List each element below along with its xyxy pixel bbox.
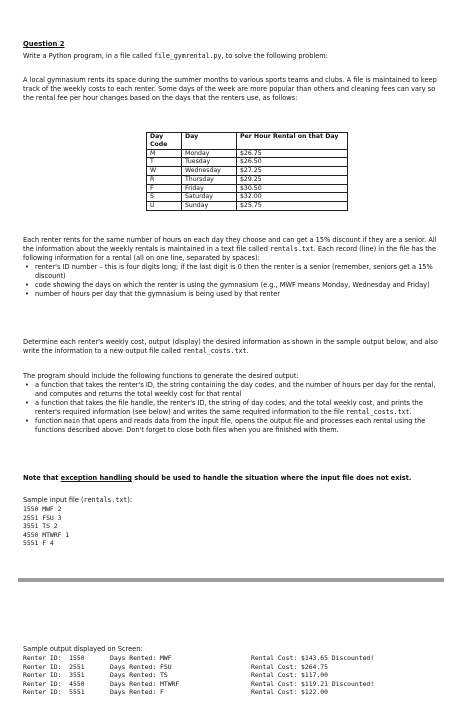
table-row xyxy=(147,149,348,158)
rate-cell: $26.50 xyxy=(237,158,348,167)
output-renter-id: Renter ID: 5551 xyxy=(23,688,85,697)
output-days: Days Rented: FSU xyxy=(110,662,172,671)
day-cell: Thursday xyxy=(182,175,237,184)
section-divider xyxy=(18,578,444,582)
rate-cell: $32.00 xyxy=(237,193,348,202)
day-code-cell: U xyxy=(147,202,182,211)
question-title: Question 2 xyxy=(23,40,65,48)
rates-table xyxy=(146,132,348,211)
intro-text: Write a Python program, in a file called xyxy=(23,52,154,60)
day-cell: Sunday xyxy=(182,202,237,211)
sample-input-line: 5551 F 4 xyxy=(23,539,54,548)
day-cell: Wednesday xyxy=(182,167,237,176)
list-item: • number of hours per day that the gymnasium is being used by that renter xyxy=(23,290,437,299)
header-day: Day xyxy=(182,133,237,150)
rate-cell: $30.50 xyxy=(237,184,348,193)
list-item: • renter's ID number – this is four digits long; if the last digit is 0 then the renter is a senior (remember, seniors get a 15% discount) xyxy=(23,263,437,281)
exception-note: Note that exception handling should be used to handle the situation where the input file does not exist. xyxy=(23,474,412,482)
records-filename: rentals.txt xyxy=(270,244,314,253)
output-cost: Rental Cost: $122.00 xyxy=(251,688,328,697)
day-cell: Friday xyxy=(182,184,237,193)
sample-input-block xyxy=(23,505,69,548)
day-cell: Tuesday xyxy=(182,158,237,167)
list-item: • a function that takes the renter's ID, the string containing the day codes, and the number of hours per day for the rental, and computes and returns the total weekly cost for that rental xyxy=(23,381,437,399)
intro-paragraph xyxy=(23,52,443,61)
output-cost: Rental Cost: $119.21 Discounted! xyxy=(251,679,375,688)
list-item: • a function that takes the file handle, the renter's ID, the string of day codes, and the total weekly cost, and prints the renter's required information (see below) and writes the same required information to the file rental_costs.txt. xyxy=(23,399,437,417)
main-function-name: main xyxy=(64,416,80,425)
records-text: Each renter rents for the same number of hours on each day they choose and can get a 15% discount if they are a senior. All the information about the weekly rentals is maintained in a text file called xyxy=(23,236,437,253)
sample-input-line: 1550 MWF 2 xyxy=(23,505,62,513)
functions-intro: The program should include the following functions to generate the desired output: xyxy=(23,372,299,380)
rates-table-header xyxy=(147,133,348,150)
rate-cell: $25.75 xyxy=(237,202,348,211)
day-code-cell: R xyxy=(147,175,182,184)
list-item: • code showing the days on which the renter is using the gymnasium (e.g., MWF means Monday, Wednesday and Friday) xyxy=(23,281,437,290)
day-cell: Saturday xyxy=(182,193,237,202)
output-paragraph xyxy=(23,338,443,356)
exception-handling-term: exception handling xyxy=(60,474,132,482)
output-filename-inline: rental_costs.txt xyxy=(345,407,410,416)
output-renter-id: Renter ID: 3551 xyxy=(23,671,85,680)
output-cost: Rental Cost: $264.75 xyxy=(251,662,328,671)
output-renter-id: Renter ID: 4550 xyxy=(23,679,85,688)
records-text-end: . Each record (line) in the file has the following information for a rental (all on one line, separated by spaces): xyxy=(23,244,437,262)
output-days: Days Rented: MTWRF xyxy=(110,679,180,688)
day-code-cell: S xyxy=(147,193,182,202)
day-code-cell: W xyxy=(147,167,182,176)
intro-text-end: , to solve the following problem: xyxy=(221,52,328,60)
rate-cell: $29.25 xyxy=(237,175,348,184)
sample-input-filename: rentals.txt xyxy=(83,496,128,504)
records-paragraph xyxy=(23,236,443,263)
table-row xyxy=(147,167,348,176)
day-code-cell: M xyxy=(147,149,182,158)
table-row xyxy=(147,193,348,202)
header-day-code: Day Code xyxy=(147,133,182,150)
output-days: Days Rented: MWF xyxy=(110,654,172,662)
output-text-end: . xyxy=(246,346,249,355)
table-row xyxy=(147,202,348,211)
sample-output-label: Sample output displayed on Screen: xyxy=(23,645,143,653)
sample-input-line: 4550 MTWRF 1 xyxy=(23,530,70,539)
functions-list xyxy=(23,381,437,435)
rate-cell: $27.25 xyxy=(237,167,348,176)
output-cost: Rental Cost: $117.00 xyxy=(251,671,328,680)
output-days: Days Rented: TS xyxy=(110,671,168,680)
day-code-cell: T xyxy=(147,158,182,167)
output-renter-id: Renter ID: 1550 xyxy=(23,654,85,662)
output-renter-id: Renter ID: 2551 xyxy=(23,662,85,671)
day-code-cell: F xyxy=(147,184,182,193)
output-cost: Rental Cost: $143.65 Discounted! xyxy=(251,654,375,662)
table-row xyxy=(147,175,348,184)
output-filename: rental_costs.txt xyxy=(182,346,247,355)
table-row xyxy=(147,158,348,167)
description-paragraph xyxy=(23,76,441,103)
table-row xyxy=(147,184,348,193)
record-fields-list xyxy=(23,263,437,299)
rate-cell: $26.75 xyxy=(237,149,348,158)
header-rate: Per Hour Rental on that Day xyxy=(237,133,348,150)
list-item: • function main that opens and reads data from the input file, opens the output file and processes each rental using the functions described above. Don't forget to close both files when you are finished with them. xyxy=(23,417,437,435)
output-text: Determine each renter's weekly cost, output (display) the desired information as shown in the sample output below, and also write the information to a new output file called xyxy=(23,338,438,355)
sample-input-line: 3551 TS 2 xyxy=(23,522,58,531)
description-text: A local gymnasium rents its space during the summer months to various sports teams and clubs. A file is maintained to keep track of the weekly costs to each renter. Some days of the week are more popular than others and cleaning fees can vary so the rental fee per hour changes based on the days that the renters use, as follows: xyxy=(23,76,437,102)
sample-input-label: Sample input file (rentals.txt): xyxy=(23,496,133,504)
day-cell: Monday xyxy=(182,149,237,158)
sample-input-line: 2551 FSU 3 xyxy=(23,513,62,522)
output-days: Days Rented: F xyxy=(110,688,164,697)
intro-filename: file_gymrental.py xyxy=(153,52,222,60)
